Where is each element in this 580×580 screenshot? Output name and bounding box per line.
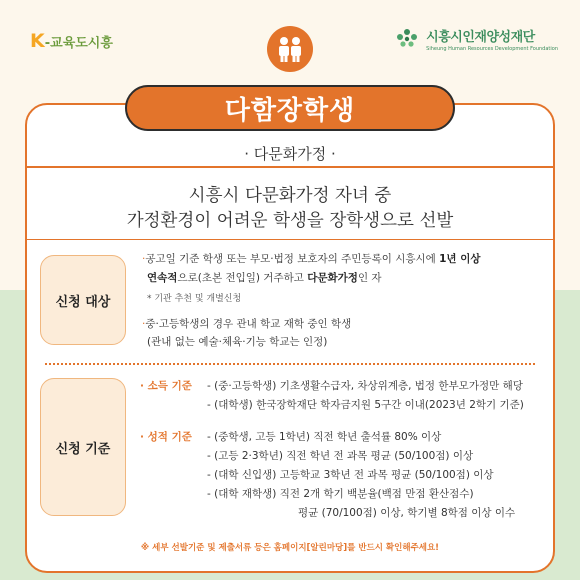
- criteria-item: - (중·고등학생) 기초생활수급자, 차상위계층, 법정 한부모가정만 해당: [207, 380, 523, 392]
- people-icon: [267, 26, 313, 72]
- income-criteria-label: · 소득 기준: [140, 380, 192, 392]
- eligibility-line: ·공고일 기준 학생 또는 부모·법정 보호자의 주민등록이 시흥시에 1년 이상: [142, 253, 481, 265]
- logo-left-text: -교육도시흥: [44, 36, 113, 51]
- grade-criteria-label: · 성적 기준: [140, 431, 192, 443]
- criteria-item: - (대학 재학생) 직전 2개 학기 백분율(백점 만점 환산점수): [207, 488, 474, 500]
- logo-k: K: [30, 30, 45, 52]
- headline-line-2: 가정환경이 어려운 학생을 장학생으로 선발: [126, 211, 454, 231]
- section-label-criteria: [40, 378, 126, 516]
- eligibility-line: 연속적으로(초본 전입일) 거주하고 다문화가정인 자: [147, 272, 382, 284]
- eligibility-note: * 기관 추천 및 개별신청: [147, 294, 242, 304]
- section-label-text: 신청 대상: [55, 294, 111, 310]
- subtitle: · 다문화가정 ·: [244, 145, 336, 163]
- headline-line-1: 시흥시 다문화가정 자녀 중: [188, 186, 392, 206]
- criteria-item: - (고등 2·3학년) 직전 학년 전 과목 평균 (50/100점) 이상: [207, 450, 474, 462]
- section-label-text: 신청 기준: [55, 441, 111, 457]
- foundation-name-en: Siheung Human Resources Development Foundation: [426, 46, 558, 52]
- section-label-applicant: [40, 255, 126, 345]
- title-banner: [125, 85, 455, 131]
- divider: [27, 239, 553, 240]
- criteria-item: - (중학생, 고등 1학년) 직전 학년 출석률 80% 이상: [207, 431, 442, 443]
- foundation-name: 시흥시인재양성재단: [426, 30, 535, 45]
- dotted-separator: [45, 363, 535, 365]
- criteria-item: 평균 (70/100점) 이상, 학기별 8학점 이상 이수: [298, 507, 516, 519]
- criteria-item: - (대학생) 한국장학재단 학자금지원 5구간 이내(2023년 2학기 기준): [207, 399, 524, 411]
- page-title: 다함장학생: [224, 95, 356, 126]
- kedu-siheung-logo: [30, 30, 113, 52]
- eligibility-line: ·중·고등학생의 경우 관내 학교 재학 중인 학생: [142, 318, 352, 330]
- foundation-emblem-icon: [394, 28, 420, 50]
- eligibility-line: (관내 없는 예술·체육·기능 학교는 인정): [147, 336, 328, 348]
- foundation-logo: [394, 26, 558, 52]
- headline: [0, 184, 580, 234]
- criteria-item: - (대학 신입생) 고등학교 3학년 전 과목 평균 (50/100점) 이상: [207, 469, 494, 481]
- footer-notice: ※ 세부 선발기준 및 제출서류 등은 홈페이지[알린마당]를 반드시 확인해주세요!: [140, 543, 440, 553]
- divider: [27, 166, 553, 168]
